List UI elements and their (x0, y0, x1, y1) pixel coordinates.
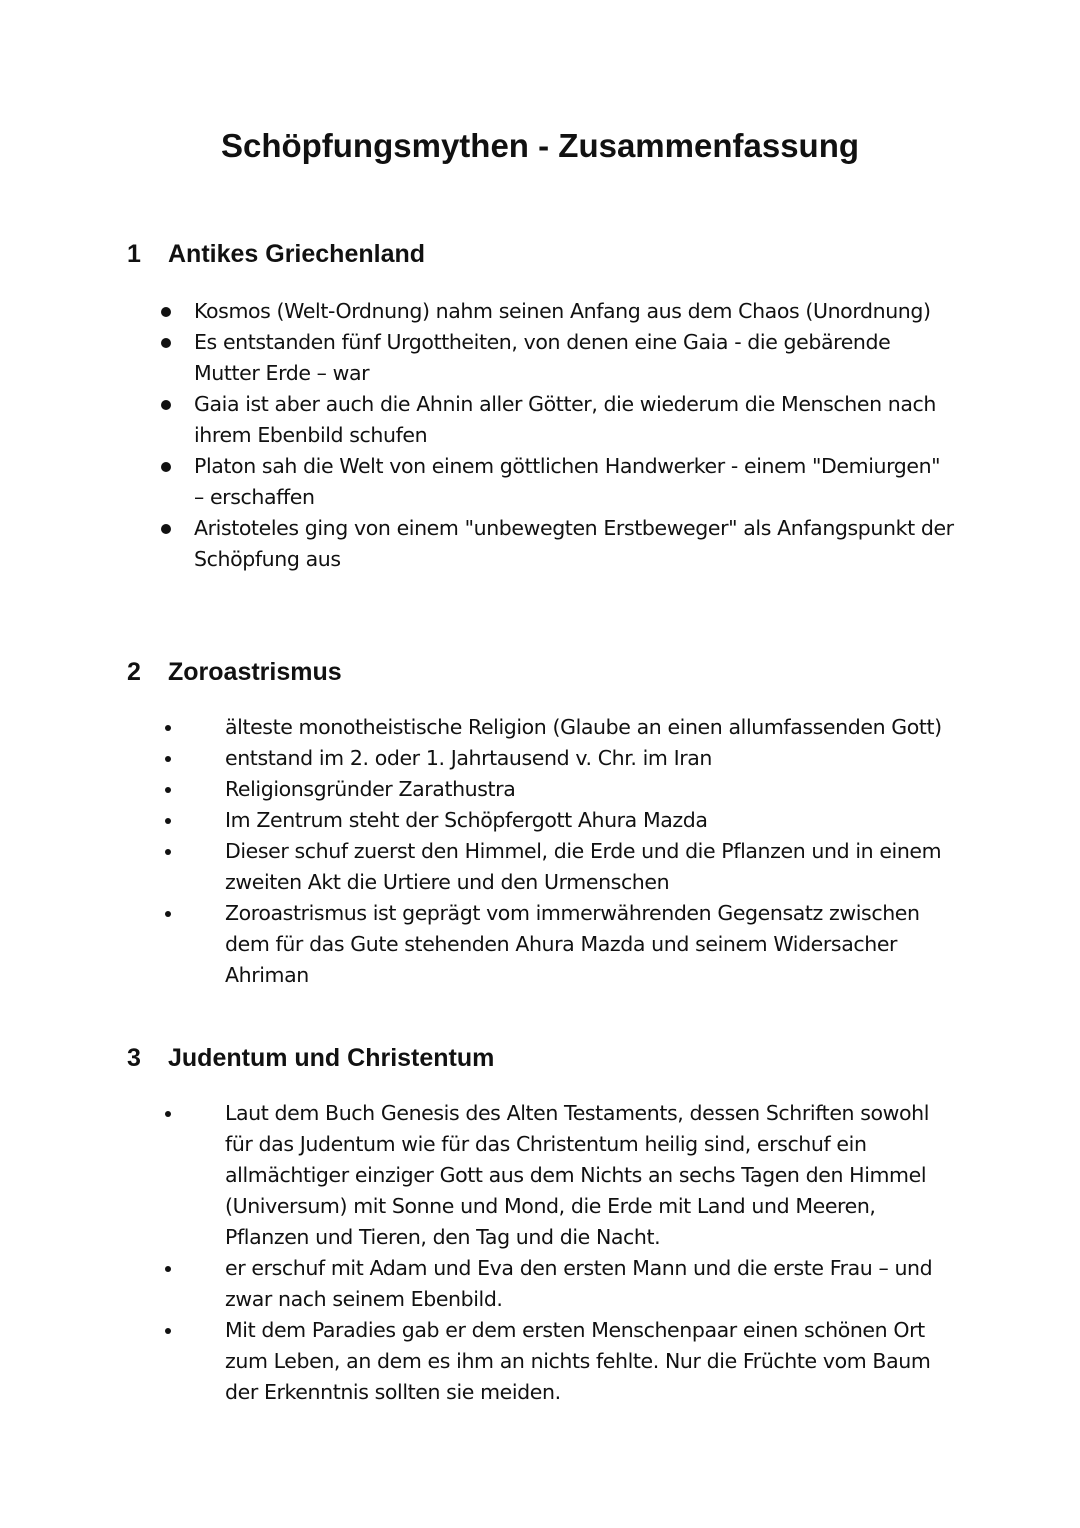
list-item (225, 1253, 955, 1315)
list-item-text: Laut dem Buch Genesis des Alten Testaments, dessen Schriften sowohl für das Judentum wie für das Christentum heilig sind, erschuf ein allmächtiger einziger Gott aus dem Nichts an sechs Tagen den Himmel (Universum) mit Sonne und Mond, die Erde mit Land und Meeren, Pflanzen und Tieren, den Tag und die Nacht. (225, 1101, 930, 1249)
list-item-text: Dieser schuf zuerst den Himmel, die Erde und die Pflanzen und in einem zweiten Akt die Urtiere und den Urmenschen (225, 839, 942, 894)
section-number: 1 (127, 240, 141, 268)
list-item (225, 1098, 955, 1253)
list-item (225, 836, 955, 898)
list-item-text: entstand im 2. oder 1. Jahrtausend v. Chr. im Iran (225, 746, 712, 770)
section-heading-judentum-und-christentum (127, 1042, 494, 1074)
list-item-text: Mit dem Paradies gab er dem ersten Menschenpaar einen schönen Ort zum Leben, an dem es ihm an nichts fehlte. Nur die Früchte vom Baum der Erkenntnis sollten sie meiden. (225, 1318, 931, 1404)
section-number: 3 (127, 1044, 141, 1072)
document-title: Schöpfungsmythen - Zusammenfassung (220, 127, 860, 164)
bullet-icon (165, 756, 171, 762)
list-item-text: Aristoteles ging von einem "unbewegten Erstbeweger" als Anfangspunkt der Schöpfung aus (194, 516, 954, 571)
list-item-text: Kosmos (Welt-Ordnung) nahm seinen Anfang aus dem Chaos (Unordnung) (194, 299, 931, 323)
list-item (194, 327, 954, 389)
list-item-text: älteste monotheistische Religion (Glaube an einen allumfassenden Gott) (225, 715, 942, 739)
list-item (194, 389, 954, 451)
section-title: Judentum und Christentum (168, 1044, 495, 1072)
list-item (225, 712, 955, 743)
section-heading-antikes-griechenland (127, 238, 425, 270)
section-heading-zoroastrismus (127, 656, 342, 688)
bullet-icon (165, 1111, 171, 1117)
bullet-icon (165, 911, 171, 917)
list-item-text: er erschuf mit Adam und Eva den ersten Mann und die erste Frau – und zwar nach seinem Ebenbild. (225, 1256, 933, 1311)
bullet-icon (165, 818, 171, 824)
bullet-icon (165, 787, 171, 793)
section-title: Zoroastrismus (168, 658, 342, 686)
bullet-icon (165, 1328, 171, 1334)
list-item (225, 898, 955, 991)
list-item (225, 743, 955, 774)
list-item-text: Gaia ist aber auch die Ahnin aller Götter, die wiederum die Menschen nach ihrem Ebenbild schufen (194, 392, 937, 447)
list-item (225, 1315, 955, 1408)
bullet-icon (161, 524, 171, 534)
section-3-list (225, 1098, 955, 1408)
list-item-text: Im Zentrum steht der Schöpfergott Ahura Mazda (225, 808, 708, 832)
bullet-icon (161, 307, 171, 317)
section-number: 2 (127, 658, 141, 686)
list-item-text: Platon sah die Welt von einem göttlichen Handwerker - einem "Demiurgen" – erschaffen (194, 454, 941, 509)
bullet-icon (161, 338, 171, 348)
list-item (194, 451, 954, 513)
list-item-text: Zoroastrismus ist geprägt vom immerwährenden Gegensatz zwischen dem für das Gute stehenden Ahura Mazda und seinem Widersacher Ahriman (225, 901, 920, 987)
list-item (225, 805, 955, 836)
list-item-text: Religionsgründer Zarathustra (225, 777, 516, 801)
list-item (225, 774, 955, 805)
section-title: Antikes Griechenland (168, 240, 426, 268)
section-1-list (194, 296, 954, 575)
bullet-icon (165, 725, 171, 731)
bullet-icon (161, 400, 171, 410)
bullet-icon (161, 462, 171, 472)
section-2-list (225, 712, 955, 991)
bullet-icon (165, 849, 171, 855)
list-item (194, 296, 954, 327)
list-item-text: Es entstanden fünf Urgottheiten, von denen eine Gaia - die gebärende Mutter Erde – war (194, 330, 891, 385)
bullet-icon (165, 1266, 171, 1272)
list-item (194, 513, 954, 575)
